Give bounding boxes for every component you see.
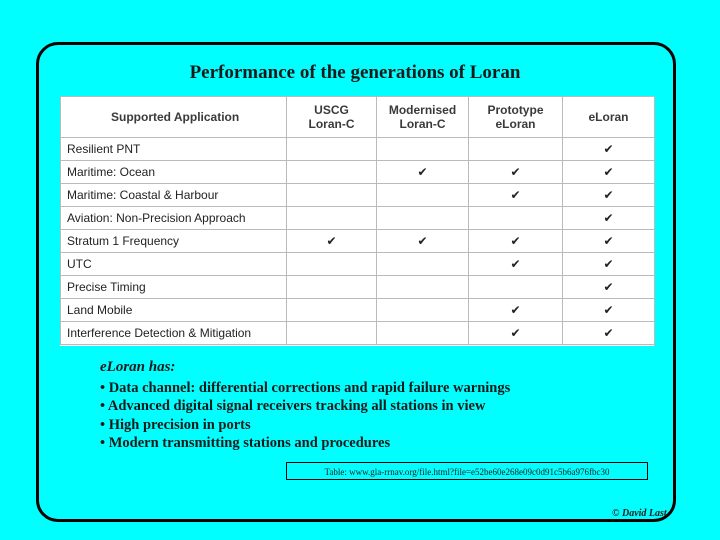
table-header-row — [61, 97, 655, 138]
checkmark-cell: ✔ — [469, 322, 563, 345]
empty-cell — [469, 207, 563, 230]
row-label: Precise Timing — [61, 276, 287, 299]
checkmark-cell: ✔ — [469, 184, 563, 207]
row-label: UTC — [61, 253, 287, 276]
notes-item: • High precision in ports — [100, 416, 251, 433]
table-row — [61, 299, 655, 322]
notes-item: • Advanced digital signal receivers tracking all stations in view — [100, 398, 486, 414]
column-header: USCG Loran-C — [287, 97, 377, 138]
empty-cell — [377, 253, 469, 276]
notes-item: • Modern transmitting stations and procedures — [100, 435, 391, 451]
row-label: Maritime: Ocean — [61, 161, 287, 184]
row-label: Stratum 1 Frequency — [61, 230, 287, 253]
empty-cell — [287, 184, 377, 207]
empty-cell — [287, 138, 377, 161]
checkmark-cell: ✔ — [469, 230, 563, 253]
notes-heading: eLoran has: — [100, 359, 176, 375]
empty-cell — [287, 276, 377, 299]
table-row — [61, 253, 655, 276]
table-row — [61, 207, 655, 230]
empty-cell — [377, 184, 469, 207]
checkmark-cell: ✔ — [563, 138, 655, 161]
column-header: Supported Application — [61, 97, 287, 138]
table-row — [61, 276, 655, 299]
empty-cell — [469, 276, 563, 299]
checkmark-cell: ✔ — [563, 161, 655, 184]
empty-cell — [377, 299, 469, 322]
empty-cell — [287, 161, 377, 184]
slide-title: Performance of the generations of Loran — [189, 62, 521, 83]
checkmark-cell: ✔ — [563, 184, 655, 207]
checkmark-cell: ✔ — [469, 253, 563, 276]
table-row — [61, 138, 655, 161]
empty-cell — [287, 299, 377, 322]
empty-cell — [287, 207, 377, 230]
table-row — [61, 161, 655, 184]
column-header: Prototype eLoran — [469, 97, 563, 138]
checkmark-cell: ✔ — [563, 299, 655, 322]
checkmark-cell: ✔ — [469, 161, 563, 184]
comparison-table-container — [60, 96, 654, 346]
empty-cell — [469, 138, 563, 161]
copyright-notice: © David Last — [612, 508, 667, 519]
source-citation: Table: www.gla-rrnav.org/file.html?file=e52be60e268e09c0d91c5b6a976fbc30 — [286, 462, 648, 480]
notes-block — [100, 358, 510, 453]
row-label: Aviation: Non-Precision Approach — [61, 207, 287, 230]
row-label: Maritime: Coastal & Harbour — [61, 184, 287, 207]
row-label: Interference Detection & Mitigation — [61, 322, 287, 345]
checkmark-cell: ✔ — [563, 322, 655, 345]
checkmark-cell: ✔ — [377, 161, 469, 184]
table-row — [61, 322, 655, 345]
row-label: Resilient PNT — [61, 138, 287, 161]
checkmark-cell: ✔ — [563, 207, 655, 230]
empty-cell — [377, 322, 469, 345]
empty-cell — [377, 207, 469, 230]
empty-cell — [377, 138, 469, 161]
checkmark-cell: ✔ — [563, 230, 655, 253]
empty-cell — [377, 276, 469, 299]
checkmark-cell: ✔ — [563, 276, 655, 299]
checkmark-cell: ✔ — [469, 299, 563, 322]
checkmark-cell: ✔ — [377, 230, 469, 253]
column-header: Modernised Loran-C — [377, 97, 469, 138]
table-row — [61, 184, 655, 207]
notes-item: • Data channel: differential corrections and rapid failure warnings — [100, 379, 511, 396]
column-header: eLoran — [563, 97, 655, 138]
row-label: Land Mobile — [61, 299, 287, 322]
comparison-table — [60, 96, 655, 345]
empty-cell — [287, 253, 377, 276]
empty-cell — [287, 322, 377, 345]
table-row — [61, 230, 655, 253]
checkmark-cell: ✔ — [563, 253, 655, 276]
checkmark-cell: ✔ — [287, 230, 377, 253]
